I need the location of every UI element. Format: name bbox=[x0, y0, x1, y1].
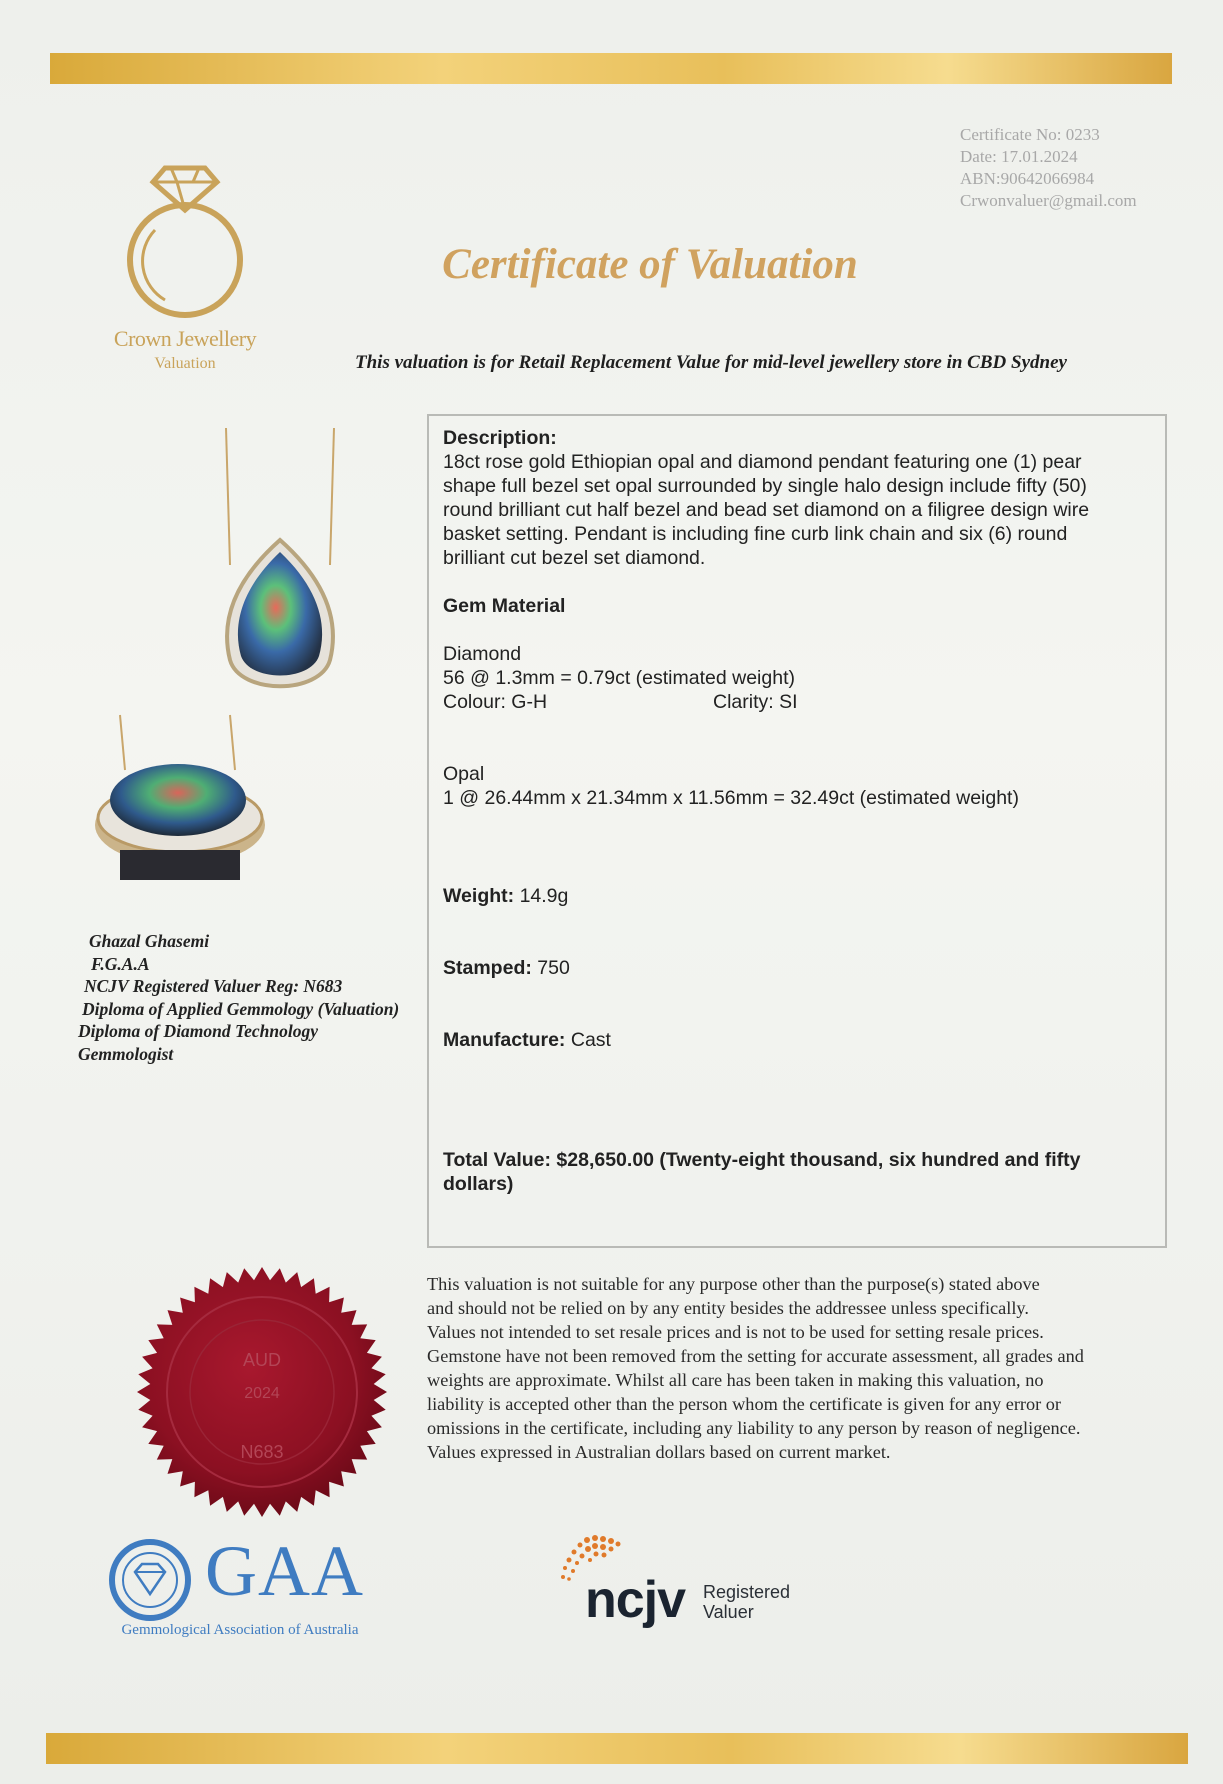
description-line: basket setting. Pendant is including fine curb link chain and six (6) round bbox=[443, 523, 1068, 545]
weight-label: Weight: bbox=[443, 885, 515, 907]
weight-value: 14.9g bbox=[519, 885, 569, 907]
certificate-meta bbox=[960, 124, 1200, 212]
weight-row bbox=[443, 884, 1143, 908]
disclaimer-line: liability is accepted other than the person whom the certificate is given for any error or bbox=[427, 1394, 1062, 1414]
valuer-registration: NCJV Registered Valuer Reg: N683 bbox=[84, 976, 343, 996]
description-label: Description: bbox=[443, 427, 557, 449]
ncjv-valuer: Valuer bbox=[703, 1602, 754, 1622]
certificate-abn: ABN:90642066984 bbox=[960, 169, 1095, 188]
disclaimer-line: Values expressed in Australian dollars based on current market. bbox=[427, 1442, 891, 1462]
bottom-gold-bar bbox=[46, 1733, 1188, 1764]
disclaimer bbox=[427, 1272, 1187, 1464]
disclaimer-line: weights are approximate. Whilst all care has been taken in making this valuation, no bbox=[427, 1370, 1044, 1390]
valuer-details bbox=[70, 930, 430, 1065]
disclaimer-line: and should not be relied on by any entity besides the addressee unless specifically. bbox=[427, 1298, 1029, 1318]
opal-pendant-side-image bbox=[80, 710, 280, 890]
stamped-label: Stamped: bbox=[443, 957, 532, 979]
diamond-section bbox=[443, 642, 1143, 714]
valuation-purpose: This valuation is for Retail Replacement Value for mid-level jewellery store in CBD Sydney bbox=[355, 352, 1067, 373]
description-line: shape full bezel set opal surrounded by single halo design include fifty (50) bbox=[443, 475, 1087, 497]
gaa-logo-text: GAA bbox=[205, 1531, 364, 1611]
disclaimer-line: Values not intended to set resale prices and is not to be used for setting resale prices. bbox=[427, 1322, 1044, 1342]
ncjv-registered-valuer bbox=[703, 1582, 790, 1622]
ncjv-registered: Registered bbox=[703, 1582, 791, 1602]
opal-detail: 1 @ 26.44mm x 21.34mm x 11.56mm = 32.49ct (estimated weight) bbox=[443, 787, 1019, 809]
top-gold-bar bbox=[50, 53, 1172, 84]
opal-name: Opal bbox=[443, 763, 485, 785]
seal-registration: N683 bbox=[240, 1442, 284, 1462]
diamond-clarity: Clarity: SI bbox=[713, 691, 798, 713]
disclaimer-line: This valuation is not suitable for any purpose other than the purpose(s) stated above bbox=[427, 1274, 1040, 1294]
ncjv-logo-text: ncjv bbox=[585, 1571, 686, 1629]
manufacture-row bbox=[443, 1028, 1143, 1052]
opal-pendant-image bbox=[180, 420, 360, 710]
diamond-name: Diamond bbox=[443, 643, 522, 665]
description-line: 18ct rose gold Ethiopian opal and diamond pendant featuring one (1) pear bbox=[443, 451, 1082, 473]
disclaimer-line: Gemstone have not been removed from the setting for accurate assessment, all grades and bbox=[427, 1346, 1084, 1366]
description-line: brilliant cut bezel set diamond. bbox=[443, 547, 706, 569]
wax-seal-icon bbox=[135, 1262, 390, 1522]
opal-section bbox=[443, 762, 1143, 810]
diamond-grade-row bbox=[443, 690, 1143, 714]
page-title: Certificate of Valuation bbox=[442, 241, 858, 288]
logo-name: Crown Jewellery bbox=[113, 326, 257, 351]
valuer-diploma-gemmology: Diploma of Applied Gemmology (Valuation) bbox=[82, 998, 400, 1019]
total-value-line: Total Value: $28,650.00 (Twenty-eight thousand, six hundred and fifty bbox=[443, 1149, 1081, 1171]
seal-year: 2024 bbox=[244, 1385, 280, 1402]
logo-sub: Valuation bbox=[154, 355, 216, 372]
valuer-role: Gemmologist bbox=[78, 1043, 174, 1064]
manufacture-value: Cast bbox=[570, 1029, 611, 1051]
total-value-line: dollars) bbox=[443, 1173, 514, 1195]
stamped-row bbox=[443, 956, 1143, 980]
certificate-number: Certificate No: 0233 bbox=[960, 125, 1100, 144]
valuer-qualification: F.G.A.A bbox=[91, 953, 150, 974]
stamped-value: 750 bbox=[537, 957, 570, 979]
diamond-detail: 56 @ 1.3mm = 0.79ct (estimated weight) bbox=[443, 667, 795, 689]
disclaimer-line: omissions in the certificate, including any liability to any person by reason of negligence. bbox=[427, 1418, 1081, 1438]
seal-currency: AUD bbox=[242, 1350, 282, 1370]
description-box bbox=[427, 414, 1167, 1248]
manufacture-label: Manufacture: bbox=[443, 1029, 566, 1051]
total-value bbox=[443, 1148, 1143, 1196]
certificate-date: Date: 17.01.2024 bbox=[960, 147, 1078, 166]
valuer-diploma-diamond: Diploma of Diamond Technology bbox=[78, 1021, 318, 1041]
description-line: round brilliant cut half bezel and bead set diamond on a filigree design wire bbox=[443, 499, 1090, 521]
certificate-email: Crwonvaluer@gmail.com bbox=[960, 191, 1137, 210]
diamond-colour: Colour: G-H bbox=[443, 691, 548, 713]
valuer-name: Ghazal Ghasemi bbox=[89, 931, 210, 951]
description-section bbox=[443, 426, 1143, 570]
gem-material-label: Gem Material bbox=[443, 595, 566, 617]
gaa-caption: Gemmological Association of Australia bbox=[121, 1622, 359, 1638]
